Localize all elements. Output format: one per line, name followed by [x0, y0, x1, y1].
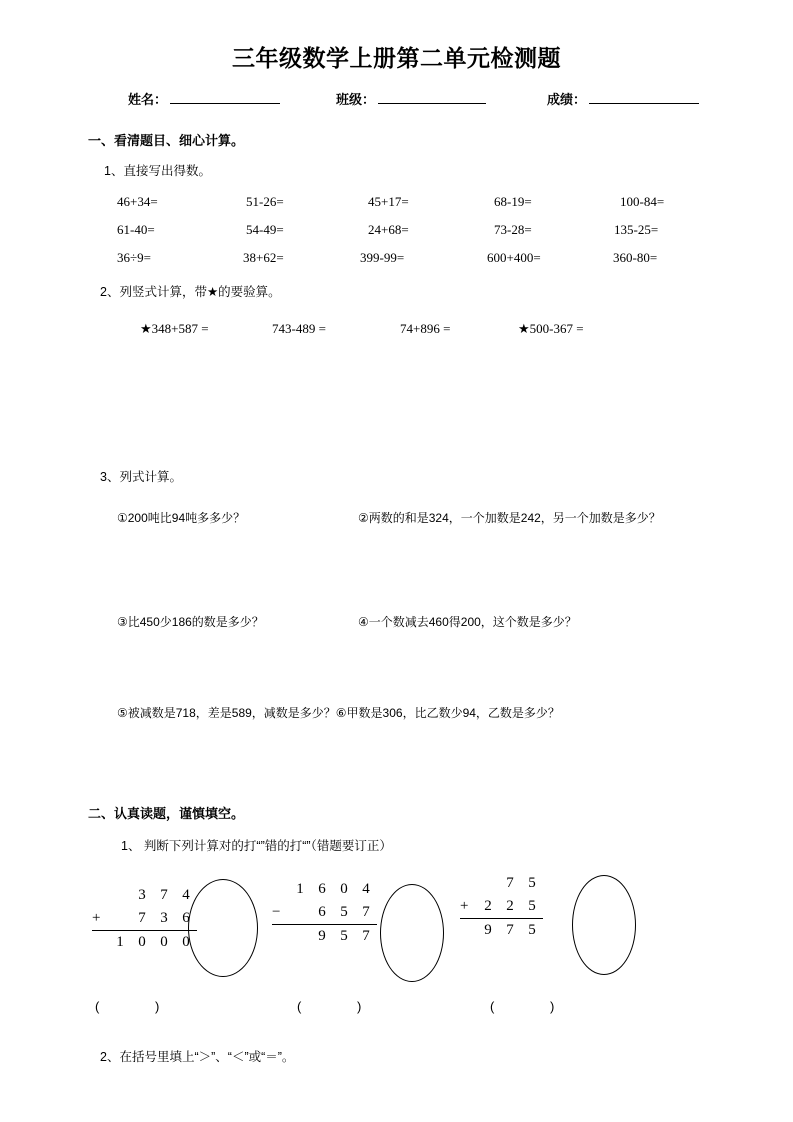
vc1-operator: + [92, 910, 101, 926]
vertical-calc-3-addend1 [460, 872, 543, 895]
section-two-heading: 二、认真读题，谨慎填空。 [88, 806, 245, 821]
section-one-heading: 一、看清题目、细心计算。 [88, 133, 245, 148]
mental-math-r2c4: 73-28= [494, 222, 532, 237]
mental-math-r1c3: 45+17= [368, 194, 409, 209]
vc1-res-d2: 0 [138, 934, 146, 950]
vc3-a1-d1: 7 [506, 875, 514, 891]
name-field[interactable] [128, 89, 280, 108]
column-problem-3: 74+896 = [400, 321, 451, 336]
vc3-a2-d2: 2 [506, 898, 514, 914]
vc1-res-d3: 0 [160, 934, 168, 950]
word-problem-5-6: ⑤被减数是718，差是589，减数是多少？⑥甲数是306，比乙数少94，乙数是多少？ [117, 706, 560, 720]
mental-math-r3c2: 38+62= [243, 250, 284, 265]
vc1-res-d4: 0 [182, 934, 190, 950]
vc1-a2-d2: 3 [160, 910, 168, 926]
class-field[interactable] [336, 89, 486, 108]
class-write-line[interactable] [378, 90, 486, 104]
vc3-a2-d1: 2 [484, 898, 492, 914]
word-problem-1: ①200吨比94吨多多少？ [117, 511, 246, 525]
word-problem-2: ②两数的和是324，一个加数是242，另一个加数是多少？ [358, 511, 661, 525]
question-1-1-heading: 1、直接写出得数。 [104, 164, 211, 178]
column-problem-4: ★500-367 = [518, 321, 584, 336]
score-field[interactable] [547, 89, 699, 108]
vc1-res-d1: 1 [116, 934, 124, 950]
vertical-calc-2-addend2 [272, 901, 377, 925]
word-problem-3: ③比450少186的数是多少？ [117, 615, 264, 629]
vc1-a2-d1: 7 [138, 910, 146, 926]
class-label: 班级： [336, 92, 376, 107]
judgement-ellipse-2[interactable] [380, 884, 444, 982]
judgement-ellipse-1[interactable] [188, 879, 258, 977]
vc2-operator: − [272, 904, 281, 920]
vc2-res-d1: 9 [318, 928, 326, 944]
vc3-a1-d2: 5 [528, 875, 536, 891]
mental-math-r3c4: 600+400= [487, 250, 541, 265]
column-problem-2: 743-489 = [272, 321, 326, 336]
vertical-calc-2-result [272, 925, 377, 948]
vc2-a1-d2: 6 [318, 881, 326, 897]
vc3-res-d3: 5 [528, 922, 536, 938]
score-write-line[interactable] [589, 90, 699, 104]
vc1-a1-d1: 3 [138, 887, 146, 903]
vc3-a2-d3: 5 [528, 898, 536, 914]
vertical-calc-1 [92, 884, 197, 954]
mental-math-r1c4: 68-19= [494, 194, 532, 209]
vc2-a2-d2: 5 [340, 904, 348, 920]
score-label: 成绩： [547, 92, 587, 107]
vc2-a1-d4: 4 [362, 881, 370, 897]
mental-math-r2c5: 135-25= [614, 222, 659, 237]
vc1-a1-d3: 4 [182, 887, 190, 903]
answer-slot-2[interactable]: ( ) [297, 999, 388, 1014]
name-label: 姓名： [128, 92, 168, 107]
vc1-a2-d3: 6 [182, 910, 190, 926]
name-write-line[interactable] [170, 90, 280, 104]
answer-slot-1[interactable]: ( ) [95, 999, 186, 1014]
mental-math-r3c5: 360-80= [613, 250, 658, 265]
header-fields [0, 89, 793, 111]
mental-math-r3c1: 36÷9= [117, 250, 151, 265]
vc3-res-d1: 9 [484, 922, 492, 938]
vertical-calc-2-addend1 [272, 878, 377, 901]
vertical-calc-3 [460, 872, 543, 942]
mental-math-r1c2: 51-26= [246, 194, 284, 209]
vc2-res-d2: 5 [340, 928, 348, 944]
mental-math-r2c3: 24+68= [368, 222, 409, 237]
vertical-calc-1-addend1 [92, 884, 197, 907]
vertical-calc-1-result [92, 931, 197, 954]
vc3-operator: + [460, 898, 469, 914]
vertical-calc-2 [272, 878, 377, 948]
column-problem-1: ★348+587 = [140, 321, 209, 336]
mental-math-r1c1: 46+34= [117, 194, 158, 209]
vc3-res-d2: 7 [506, 922, 514, 938]
vc2-a1-d1: 1 [296, 881, 304, 897]
word-problem-4: ④一个数减去460得200，这个数是多少？ [358, 615, 577, 629]
vertical-calc-3-addend2 [460, 895, 543, 919]
page-title: 三年级数学上册第二单元检测题 [232, 45, 561, 71]
question-1-3-heading: 3、列式计算。 [100, 470, 182, 484]
judgement-ellipse-3[interactable] [572, 875, 636, 975]
vc2-a2-d3: 7 [362, 904, 370, 920]
vertical-calc-3-result [460, 919, 543, 942]
question-1-2-heading: 2、列竖式计算，带★的要验算。 [100, 285, 281, 299]
vc2-a2-d1: 6 [318, 904, 326, 920]
mental-math-r2c1: 61-40= [117, 222, 155, 237]
mental-math-r1c5: 100-84= [620, 194, 665, 209]
vc2-res-d3: 7 [362, 928, 370, 944]
answer-slot-3[interactable]: ( ) [490, 999, 581, 1014]
mental-math-r3c3: 399-99= [360, 250, 405, 265]
question-2-2-heading: 2、在括号里填上“＞”、“＜”或“＝”。 [100, 1050, 295, 1064]
vertical-calc-1-addend2 [92, 907, 197, 931]
question-2-1-heading: 1、 判断下列计算对的打“”错的打“”（错题要订正） [121, 839, 392, 853]
vc1-a1-d2: 7 [160, 887, 168, 903]
mental-math-r2c2: 54-49= [246, 222, 284, 237]
vc2-a1-d3: 0 [340, 881, 348, 897]
